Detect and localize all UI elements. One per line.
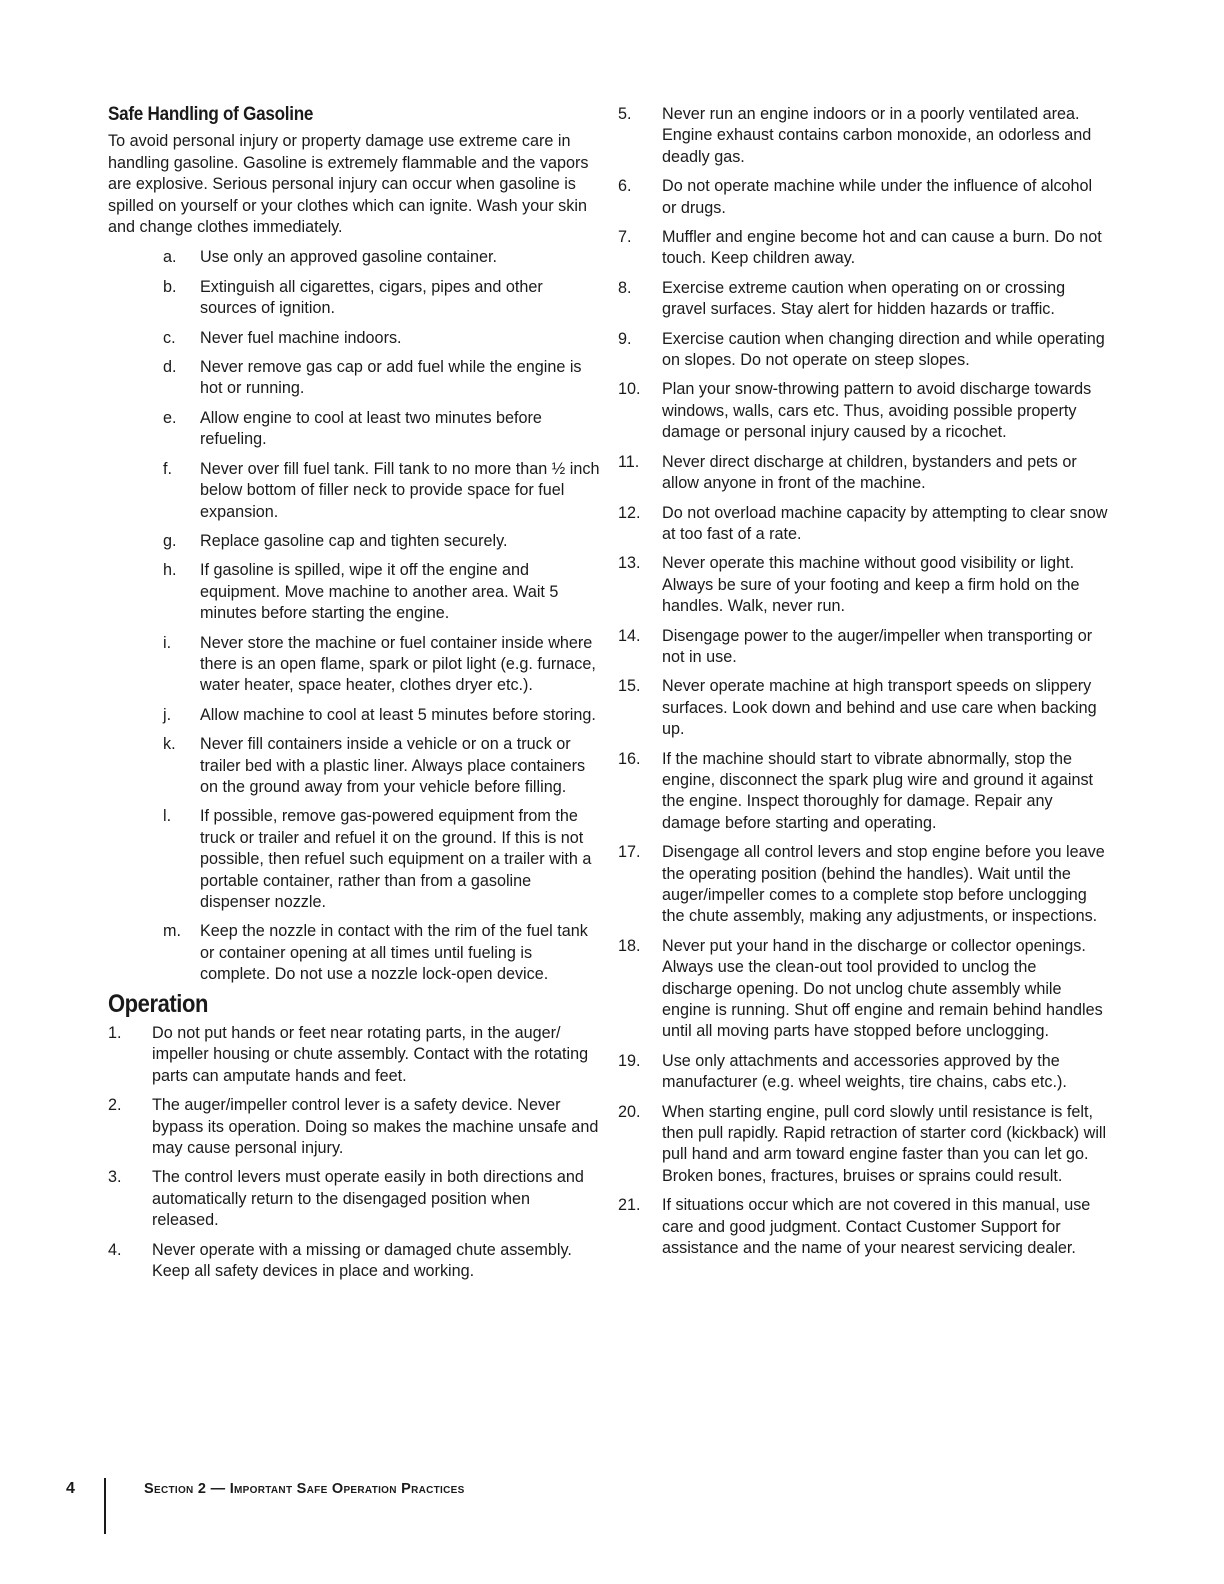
- list-item: [108, 734, 600, 798]
- list-text: Never over fill fuel tank. Fill tank to no more than ½ inch below bottom of filler neck to provide space for fuel expansion.: [200, 459, 600, 521]
- list-item: [108, 531, 600, 552]
- list-item: [108, 1023, 600, 1087]
- list-text: Never operate machine at high transport speeds on slippery surfaces. Look down and behind and use care when backing up.: [662, 677, 1097, 739]
- right-column: [618, 104, 1110, 1268]
- list-label: c.: [163, 328, 176, 347]
- list-item: [108, 806, 600, 913]
- list-text: Muffler and engine become hot and can cause a burn. Do not touch. Keep children away.: [662, 228, 1102, 268]
- list-label: 9.: [618, 329, 632, 348]
- list-label: b.: [163, 277, 177, 296]
- list-item: [108, 1240, 600, 1283]
- list-item: [618, 842, 1110, 928]
- list-item: [618, 329, 1110, 372]
- list-label: 16.: [618, 749, 641, 768]
- list-text: Exercise caution when changing direction and while operating on slopes. Do not operate on steep slopes.: [662, 329, 1105, 370]
- list-label: l.: [163, 807, 172, 826]
- list-label: e.: [163, 408, 177, 427]
- list-label: 15.: [618, 677, 641, 696]
- list-text: Use only an approved gasoline container.: [200, 248, 497, 267]
- list-text: Never fuel machine indoors.: [200, 328, 402, 347]
- list-label: h.: [163, 561, 177, 580]
- list-text: Allow engine to cool at least two minutes before refueling.: [200, 408, 542, 449]
- list-item: [618, 936, 1110, 1043]
- list-label: 6.: [618, 177, 632, 196]
- list-label: i.: [163, 633, 172, 652]
- list-item: [618, 379, 1110, 443]
- list-text: Do not overload machine capacity by attempting to clear snow at too fast of a rate.: [662, 503, 1108, 543]
- list-item: [108, 921, 600, 985]
- list-text: Use only attachments and accessories approved by the manufacturer (e.g. wheel weights, tire chains, cabs etc.).: [662, 1051, 1067, 1092]
- list-item: [108, 459, 600, 523]
- list-item: [108, 705, 600, 726]
- list-label: 19.: [618, 1051, 641, 1070]
- list-label: d.: [163, 358, 177, 377]
- list-text: Never remove gas cap or add fuel while the engine is hot or running.: [200, 358, 582, 398]
- list-text: Replace gasoline cap and tighten securely.: [200, 531, 508, 550]
- list-text: Allow machine to cool at least 5 minutes before storing.: [200, 705, 596, 724]
- list-item: [618, 278, 1110, 321]
- list-text: Never operate with a missing or damaged chute assembly. Keep all safety devices in place and working.: [152, 1240, 572, 1281]
- footer-divider: [104, 1478, 106, 1534]
- list-item: [618, 104, 1110, 168]
- list-label: 7.: [618, 228, 632, 247]
- list-item: [108, 560, 600, 624]
- list-item: [108, 408, 600, 451]
- list-item: [108, 1095, 600, 1159]
- list-label: 3.: [108, 1168, 122, 1187]
- list-item: [618, 626, 1110, 669]
- list-label: f.: [163, 459, 172, 478]
- page-number: 4: [66, 1480, 75, 1497]
- list-text: If possible, remove gas-powered equipment from the truck or trailer and refuel it on the ground. If this is not possible, then refuel such equipment on a trailer with a portable container, rather than from a gasoline dispenser nozzle.: [200, 807, 592, 911]
- list-label: g.: [163, 531, 177, 550]
- list-item: [108, 1167, 600, 1231]
- list-text: If the machine should start to vibrate abnormally, stop the engine, disconnect the spark plug wire and ground it against the engine. Inspect thoroughly for damage. Repair any damage before starting and operating.: [662, 749, 1094, 832]
- list-text: Never fill containers inside a vehicle or on a truck or trailer bed with a plastic liner. Always place containers on the ground away from your vehicle before filling.: [200, 735, 586, 796]
- gasoline-heading: Safe Handling of Gasoline: [108, 104, 314, 125]
- list-text: Keep the nozzle in contact with the rim of the fuel tank or container opening at all times until fueling is complete. Do not use a nozzle lock-open device.: [200, 922, 588, 984]
- list-item: [618, 1195, 1110, 1259]
- list-label: k.: [163, 735, 176, 754]
- list-label: 12.: [618, 503, 641, 522]
- list-label: 18.: [618, 936, 641, 955]
- list-text: Exercise extreme caution when operating on or crossing gravel surfaces. Stay alert for hidden hazards or traffic.: [662, 278, 1066, 319]
- list-text: Do not put hands or feet near rotating parts, in the auger/ impeller housing or chute assembly. Contact with the rotating parts can amputate hands and feet.: [152, 1024, 589, 1085]
- list-item: [618, 503, 1110, 546]
- list-label: 13.: [618, 554, 641, 573]
- list-item: [618, 452, 1110, 495]
- list-text: The control levers must operate easily in both directions and automatically return to the disengaged position when released.: [152, 1168, 584, 1230]
- list-text: Never run an engine indoors or in a poorly ventilated area. Engine exhaust contains carbon monoxide, an odorless and deadly gas.: [662, 105, 1092, 166]
- list-item: [108, 328, 600, 349]
- list-item: [618, 1051, 1110, 1094]
- list-text: Never put your hand in the discharge or collector openings. Always use the clean-out tool provided to unclog the discharge opening. Do not unclog chute assembly while engine is running. Shut off engine and remain behind handles until all moving parts have stopped before unclogging.: [662, 936, 1103, 1041]
- list-label: 1.: [108, 1024, 122, 1043]
- list-item: [618, 176, 1110, 219]
- left-column: [108, 104, 600, 1291]
- list-label: 2.: [108, 1096, 122, 1115]
- list-item: [618, 676, 1110, 740]
- list-label: 17.: [618, 843, 641, 862]
- list-item: [618, 1102, 1110, 1188]
- list-text: Extinguish all cigarettes, cigars, pipes and other sources of ignition.: [200, 277, 543, 318]
- list-label: j.: [163, 705, 172, 724]
- list-text: Do not operate machine while under the influence of alcohol or drugs.: [662, 177, 1093, 217]
- operation-heading: Operation: [108, 989, 208, 1018]
- gasoline-intro: To avoid personal injury or property damage use extreme care in handling gasoline. Gasoline is extremely flammable and the vapors are explosive. Serious personal injury can occur when gasoline is spilled on yourself or your clothes which can ignite. Wash your skin and change clothes immediately.: [108, 132, 589, 237]
- list-item: [108, 277, 600, 320]
- list-label: 21.: [618, 1196, 641, 1215]
- list-label: 20.: [618, 1102, 641, 1121]
- list-text: If gasoline is spilled, wipe it off the engine and equipment. Move machine to another area. Wait 5 minutes before starting the engine.: [200, 561, 559, 623]
- list-label: 11.: [618, 452, 640, 471]
- list-text: Disengage all control levers and stop engine before you leave the operating position (behind the handles). Wait until the auger/impeller comes to a complete stop before unclogging the chute assembly, making any adjustments, or inspections.: [662, 843, 1105, 926]
- list-label: 14.: [618, 626, 641, 645]
- list-item: [618, 553, 1110, 617]
- list-item: [618, 227, 1110, 270]
- section-title: Section 2 — Important Safe Operation Practices: [144, 1481, 465, 1497]
- list-item: [108, 357, 600, 400]
- list-text: The auger/impeller control lever is a safety device. Never bypass its operation. Doing so makes the machine unsafe and may cause personal injury.: [152, 1096, 599, 1158]
- list-text: When starting engine, pull cord slowly until resistance is felt, then pull rapidly. Rapid retraction of starter cord (kickback) will pull hand and arm toward engine faster than you can let go. Broken bones, fractures, bruises or sprains could result.: [662, 1102, 1107, 1185]
- list-label: 4.: [108, 1240, 122, 1259]
- list-text: Never operate this machine without good visibility or light. Always be sure of your footing and keep a firm hold on the handles. Walk, never run.: [662, 554, 1080, 616]
- list-text: Never direct discharge at children, bystanders and pets or allow anyone in front of the machine.: [662, 452, 1077, 493]
- list-label: a.: [163, 248, 177, 267]
- list-item: [108, 633, 600, 697]
- list-item: [108, 247, 600, 268]
- list-label: 10.: [618, 380, 641, 399]
- list-label: 8.: [618, 278, 632, 297]
- list-item: [618, 749, 1110, 835]
- list-label: m.: [163, 922, 181, 941]
- list-text: Disengage power to the auger/impeller when transporting or not in use.: [662, 626, 1093, 666]
- list-label: 5.: [618, 105, 632, 123]
- list-text: If situations occur which are not covered in this manual, use care and good judgment. Contact Customer Support for assistance and the name of your nearest servicing dealer.: [662, 1196, 1091, 1258]
- list-text: Never store the machine or fuel container inside where there is an open flame, spark or pilot light (e.g. furnace, water heater, space heater, clothes dryer etc.).: [200, 633, 596, 695]
- list-text: Plan your snow-throwing pattern to avoid discharge towards windows, walls, cars etc. Thus, avoiding possible property damage or personal injury caused by a ricochet.: [662, 380, 1092, 442]
